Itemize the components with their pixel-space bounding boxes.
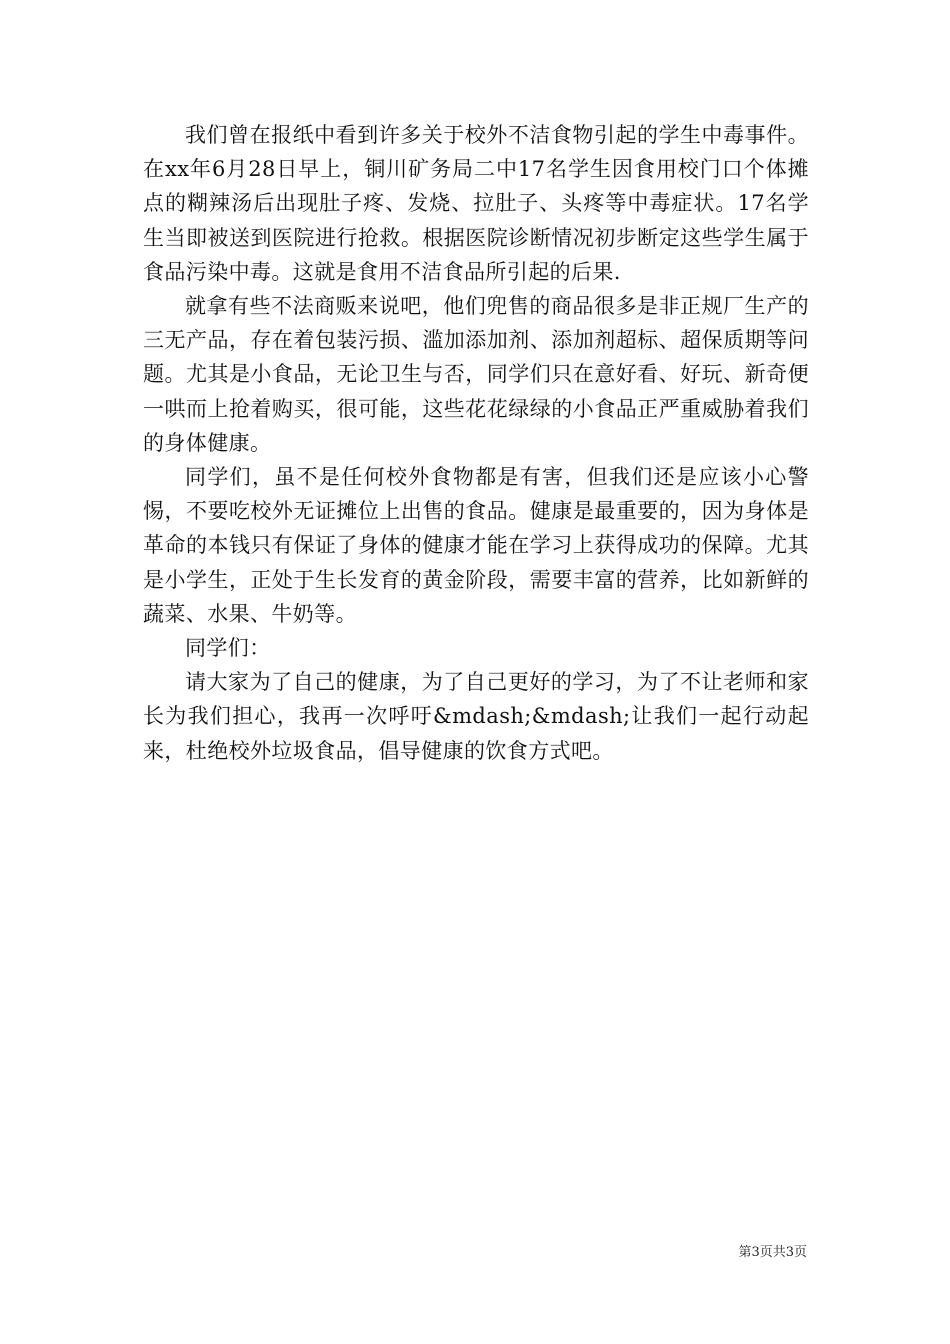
paragraph-salutation: 同学们： [185, 636, 271, 661]
paragraph-stay-vigilant: 同学们，虽不是任何校外食物都是有害，但我们还是应该小心警惕，不要吃校外无证摊位上出售的食品。健康是最重要的，因为身体是革命的本钱只有保证了身体的健康才能在学习上获得成功的保障。尤其是小学生，正处于生长发育的黄金阶段，需要丰富的营养，比如新鲜的蔬菜、水果、牛奶等。 [143, 465, 809, 626]
paragraph-call-to-action: 请大家为了自己的健康，为了自己更好的学习，为了不让老师和家长为我们担心，我再一次呼吁&mdash;&mdash;让我们一起行动起来，杜绝校外垃圾食品，倡导健康的饮食方式吧。 [143, 670, 809, 763]
paragraph-illegal-vendors: 就拿有些不法商贩来说吧，他们兜售的商品很多是非正规厂生产的三无产品，存在着包装污损、滥加添加剂、添加剂超标、超保质期等问题。尤其是小食品，无论卫生与否，同学们只在意好看、好玩、新奇便一哄而上抢着购买，很可能，这些花花绿绿的小食品正严重威胁着我们的身体健康。 [143, 294, 809, 455]
paragraph-food-poisoning-incident: 我们曾在报纸中看到许多关于校外不洁食物引起的学生中毒事件。在xx年6月28日早上，铜川矿务局二中17名学生因食用校门口个体摊点的糊辣汤后出现肚子疼、发烧、拉肚子、头疼等中毒症状。17名学生当即被送到医院进行抢救。根据医院诊断情况初步断定这些学生属于食品污染中毒。这就是食用不洁食品所引起的后果. [143, 123, 809, 284]
page-number-footer: 第3页共3页 [738, 1245, 807, 1260]
document-body [143, 118, 809, 768]
